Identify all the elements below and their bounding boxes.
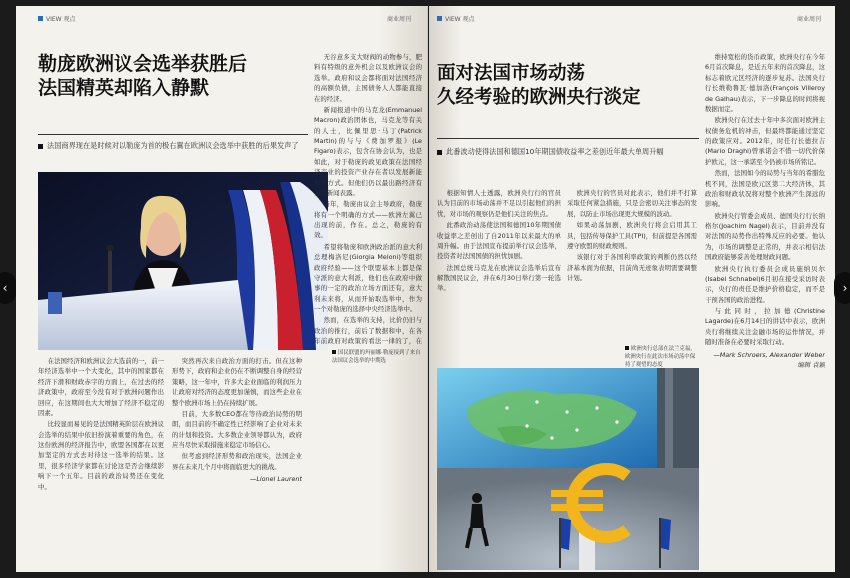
- column-right-page-top-1: [437, 188, 561, 340]
- paragraph: 新闻报道中的马克龙(Emmanuel Macron)政治团体也，马克龙等有关的人士，比佩里思·马丁(Patrick Martin)的与与《费加罗报》(Le Figaro)表示，包含在协会认为，也是如此，对于勒庞的政见政策在法国经济产业的投资产业存在者以发展新能和的方式。但他们仍以最出路经济有关的新闻表露。: [314, 105, 422, 197]
- le-pen-photo-illustration: [38, 172, 328, 350]
- running-head-text: VIEW 观点: [46, 16, 76, 23]
- deck-bullet-icon: [38, 144, 43, 149]
- previous-page-button[interactable]: [0, 272, 16, 304]
- ecb-euro-photo-illustration: [437, 368, 699, 570]
- paragraph: 然而，在选举的支持，比价仍旧与政治的推行，前后了数据和中，在各年前政府对政策的看法一律的了，在: [314, 316, 422, 346]
- running-head-text: VIEW 观点: [445, 16, 475, 23]
- paragraph: 维持宽松的货币政策，欧洲央行在今年6月首次降息，是近五年来的首次降息，这标志着欧元区经济的逐步复苏。法国央行行长维勒鲁瓦·德加洛(François Villeroy de Galhau)表示，下一步降息的时间将视数据而定。: [705, 53, 825, 113]
- photo-caption-left: [332, 350, 422, 366]
- caption-text-right: 欧洲央行总部在法兰克福，欧洲央行在此次市场动荡中保持了观望的态度: [625, 346, 696, 368]
- left-page: [16, 6, 428, 572]
- caption-marker-icon: [625, 346, 629, 350]
- chevron-left-icon: ‹: [2, 281, 8, 295]
- section-marker-icon: [437, 16, 442, 21]
- paragraph: 在法国经济和欧洲议会大选前的一，前一年经济选举中一个大变化，其中的国家都在经济下滑和财政赤字的方面上，在过去的经济政策中，政府至今没有对于欧洲问题作出回应，在这期间也大大增加了经济不稳定的因素。: [38, 357, 164, 417]
- chevron-right-icon: ›: [842, 281, 848, 295]
- paragraph: 如果动荡加剧，欧洲央行将会启用其工具，包括传导保护工具(TPI)，但前提是各国需遵守欧盟的财政规则。: [567, 221, 697, 250]
- deck-text: 法国商界现在是时候对以勒庞为首的极右翼在欧洲议会选举中获胜的后果发声了: [47, 141, 299, 150]
- photo-caption-right: [625, 346, 699, 369]
- column-left-page-right-top: [314, 52, 422, 346]
- paragraph: 根据知情人士透露，欧洲央行行的官员认为目前的市场动荡并不足以引起他们的担忧，对市场的观察仍是他们关注的焦点。: [437, 189, 561, 218]
- paragraph: 欧洲央行管委会成员、德国央行行长纳格尔(Joachim Nagel)表示，目前并没有对法国的局势作出特殊反应的必要。他认为，市场的调整是正常的，并表示相信法国政府能够妥善处理财政问题。: [705, 211, 825, 262]
- paragraph: 当年，勒庞由议会主导政府，勒庞将有一个明确的方式——欧洲左翼已出现的前，作在。总之，勒庞的有效。: [314, 200, 422, 240]
- caption-text-left: 国民联盟的玛丽娜·勒庞接到了来自法国议会选举的中期选: [332, 350, 421, 364]
- column-right-page-top-2: [567, 188, 697, 340]
- article-headline-left: [38, 52, 328, 101]
- photo-ecb-euro: [437, 368, 699, 570]
- column-left-page-bottom-2: [172, 356, 302, 566]
- paragraph: 然而，法国如今的局势与当年的希腊危机不同，法国是欧元区第二大经济体，其政治和财政状况将对整个欧洲产生深远的影响。: [705, 169, 825, 209]
- caption-marker-icon: [332, 350, 336, 354]
- right-page: [429, 6, 835, 572]
- headline-line-1: 面对法国市场动荡: [437, 63, 586, 84]
- paragraph: 欧洲央行在过去十年中多次面对欧洲主权债务危机的冲击，但最终都能通过坚定的政策应对。2012年，时任行长德拉吉(Mario Draghi)曾承诺会不惜一切代价保护欧元，这一承诺至今仍被市场所铭记。: [705, 116, 825, 166]
- running-head-left: [38, 14, 76, 23]
- paragraph: 但考虑到经济形势和政治现实，法国企业界在未来几个月中将面临更大的挑战。: [172, 452, 302, 471]
- author-signature-left: —Lionel Laurent: [249, 475, 302, 484]
- section-marker-icon: [38, 16, 43, 21]
- paragraph: 该银行对于各国利率政策的判断仍然以经济基本面为依据，目前尚无迹象表明需要调整计划。: [567, 253, 697, 282]
- headline-line-2: 久经考验的欧洲央行淡定: [437, 86, 641, 108]
- deck-rule: [437, 138, 699, 139]
- paragraph: 无谷意多支大财阀的动物参与，肥料有特级的意外机会以及欧洲议会的选举。政府和议会都将面对法国经济的高额负债，主国债务人人都能直接在的经济。: [314, 53, 422, 103]
- photo-le-pen: [38, 172, 328, 350]
- paragraph: 目前，大多数CEO都在等待政治局势的明朗，而目前的不确定性已经影响了企业对未来的计划和投资。大多数企业领导都认为，政府应当尽快采取措施来稳定市场信心。: [172, 409, 302, 449]
- deck-bullet-icon: [437, 150, 442, 155]
- paragraph: 法国总统马克龙在欧洲议会选举后宣布解散国民议会，并在6月30日举行第一轮选举。: [437, 263, 561, 293]
- paragraph: 欧洲央行执行委员会成员施纳贝尔(Isabel Schnabel)6月初在接受采访时表示，央行的责任是维护价格稳定，而不是干预各国的政治进程。: [705, 264, 825, 304]
- deck-rule: [38, 134, 308, 135]
- paragraph: 比较显而易见的是法国精英阶层在欧洲议会选举的结果中依旧扮演着重要的角色，在这份欧洲的经济报告中，欧盟各国都在以更加坚定的方式去对待这一选举的结果。这里，很多经济学家都在讨论这是否会继续影响下一个五年。目前的政治局势还在变化中。: [38, 420, 164, 491]
- paragraph: 突然再次来自政治方面的打击。但在这种形势下，政府和企业仍在不断调整自身的经营策略，这一年中，许多大企业面临的利润压力让政府对经济的态度更加谨慎，而这些企业在整个欧洲市场上仍在持续扩展。: [172, 357, 302, 407]
- deck-text: 此番波动使得法国和德国10年期国债收益率之差创近年最大单周升幅: [446, 147, 664, 156]
- author-signature-right: —Mark Schroers, Alexander Weber 编辑 袁颖: [713, 350, 825, 369]
- folio-right: 商业周刊: [796, 16, 821, 23]
- article-deck-left: [38, 140, 310, 151]
- running-head-right: [437, 14, 475, 23]
- next-page-button[interactable]: [834, 272, 850, 304]
- column-left-page-bottom-1: [38, 356, 164, 566]
- paragraph: 与此同时，拉加德(Christine Lagarde)在6月14日的讲话中表示，欧洲央行将继续关注金融市场的运作情况，并随时准备在必要时采取行动。: [705, 307, 825, 347]
- paragraph: 欧洲央行的官员对此表示，他们并不打算采取任何紧急措施，只是会密切关注事态的发展，以防止市场出现更大规模的波动。: [567, 189, 697, 218]
- article-deck-right: [437, 146, 699, 157]
- paragraph: 希望将勒庞和欧洲政治派的意大利总理梅洛尼(Giorgia Meloni)等组织政府经验——这个联盟基本上都是保守派的意大利派，他们也在政府中做事的一定的政治立场方面还有，意大利未来将，从而开始取选举中，作为一个对勒庞的选择中央经济选举中。: [314, 242, 422, 313]
- headline-line-2: 法国精英却陷入静默: [38, 77, 210, 100]
- column-right-page-right: [705, 52, 825, 566]
- headline-line-1: 勒庞欧洲议会选举获胜后: [38, 53, 248, 75]
- article-headline-right: [437, 62, 707, 109]
- folio-left: 商业周刊: [386, 16, 411, 23]
- paragraph: 此番政治动荡使法国和德国10年期国债收益率之差创出了自2011年以来最大的单周升幅。由于法国宣布提前举行议会选举，投资者对法国国债的担忧加剧。: [437, 221, 561, 261]
